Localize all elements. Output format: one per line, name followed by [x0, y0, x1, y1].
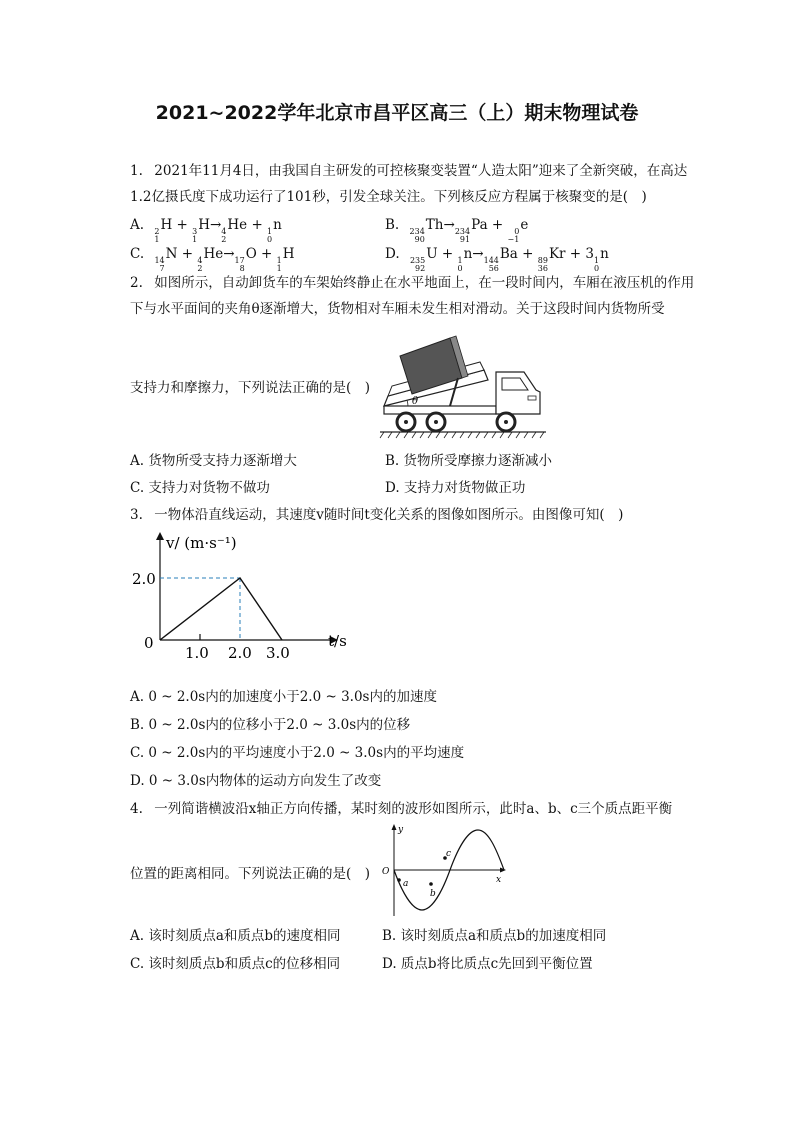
velocity-time-graph: [130, 530, 350, 668]
x-tick-1: 1.0: [185, 644, 209, 662]
x-tick-2: 2.0: [228, 644, 252, 662]
point-b: [429, 882, 433, 886]
question-2: [130, 270, 700, 322]
q3-option-a: A. 0 ~ 2.0s内的加速度小于2.0 ~ 3.0s内的加速度: [130, 689, 437, 705]
q1-option-b: B. 234 90 Th→ 234 91 Pa + 0 −1 e: [385, 217, 529, 244]
question-stem: 2021年11月4日，由我国自主研发的可控核聚变装置“人造太阳”迎来了全新突破，在高达1.2亿摄氏度下成功运行了101秒，引发全球关注。下列核反应方程属于核聚变的是( ): [130, 163, 688, 205]
q4-option-b: B. 该时刻质点a和质点b的加速度相同: [382, 928, 607, 944]
question-number: 2.: [130, 275, 143, 291]
q1-option-a: A. 2 1 H + 3 1 H→ 4 2 He + 1 0 n: [130, 217, 282, 244]
question-4: [130, 796, 700, 822]
question-number: 4.: [130, 801, 143, 817]
q2-option-d: D. 支持力对货物做正功: [385, 480, 526, 496]
q3-option-c: C. 0 ~ 2.0s内的平均速度小于2.0 ~ 3.0s内的平均速度: [130, 745, 465, 761]
q2-option-b: B. 货物所受摩擦力逐渐减小: [385, 453, 553, 469]
q1-option-c: C. 14 7 N + 4 2 He→ 17 8 O + 1 1 H: [130, 246, 295, 273]
question-number: 3.: [130, 507, 143, 523]
q2-option-c: C. 支持力对货物不做功: [130, 480, 270, 496]
q3-option-d: D. 0 ~ 3.0s内物体的运动方向发生了改变: [130, 773, 382, 789]
q2-stem-continued: 支持力和摩擦力，下列说法正确的是( ): [130, 380, 371, 396]
question-stem: 如图所示，自动卸货车的车架始终静止在水平地面上，在一段时间内，车厢在液压机的作用下与水平面间的夹角θ逐渐增大，货物相对车厢未发生相对滑动。关于这段时间内货物所受: [130, 275, 695, 317]
dump-truck-figure: [378, 326, 548, 442]
q4-option-c: C. 该时刻质点b和质点c的位移相同: [130, 956, 341, 972]
question-stem: 一列简谐横波沿x轴正方向传播，某时刻的波形如图所示，此时a、b、c三个质点距平衡: [154, 801, 673, 817]
question-stem: 一物体沿直线运动，其速度v随时间t变化关系的图像如图所示。由图像可知( ): [154, 507, 624, 523]
q2-option-a: A. 货物所受支持力逐渐增大: [130, 453, 297, 469]
point-c-label: c: [446, 849, 452, 859]
question-number: 1.: [130, 163, 143, 179]
q1-option-d: D. 235 92 U + 1 0 n→ 144 56 Ba + 89 36 Kr + 3 1 0 n: [385, 246, 609, 273]
question-1: [130, 158, 700, 210]
wave-origin-label: O: [382, 867, 390, 877]
wave-figure: [374, 822, 510, 918]
theta-label: θ: [412, 396, 419, 407]
velocity-line: [160, 578, 282, 640]
question-3: [130, 502, 700, 528]
y-value-label: 2.0: [132, 570, 156, 588]
point-a-label: a: [403, 879, 409, 889]
x-axis-label: t/s: [328, 632, 347, 650]
point-b-label: b: [430, 889, 436, 899]
origin-label: 0: [144, 634, 154, 652]
q4-stem-continued: 位置的距离相同。下列说法正确的是( ): [130, 866, 371, 882]
x-tick-3: 3.0: [266, 644, 290, 662]
point-a: [397, 878, 401, 882]
q4-option-a: A. 该时刻质点a和质点b的速度相同: [130, 928, 341, 944]
wave-y-label: y: [398, 825, 404, 835]
wave-x-label: x: [496, 875, 502, 885]
y-axis-label: v/ (m·s⁻¹): [166, 534, 237, 552]
q3-option-b: B. 0 ~ 2.0s内的位移小于2.0 ~ 3.0s内的位移: [130, 717, 411, 733]
page-title: 2021~2022学年北京市昌平区高三（上）期末物理试卷: [155, 102, 639, 124]
q4-option-d: D. 质点b将比质点c先回到平衡位置: [382, 956, 593, 972]
